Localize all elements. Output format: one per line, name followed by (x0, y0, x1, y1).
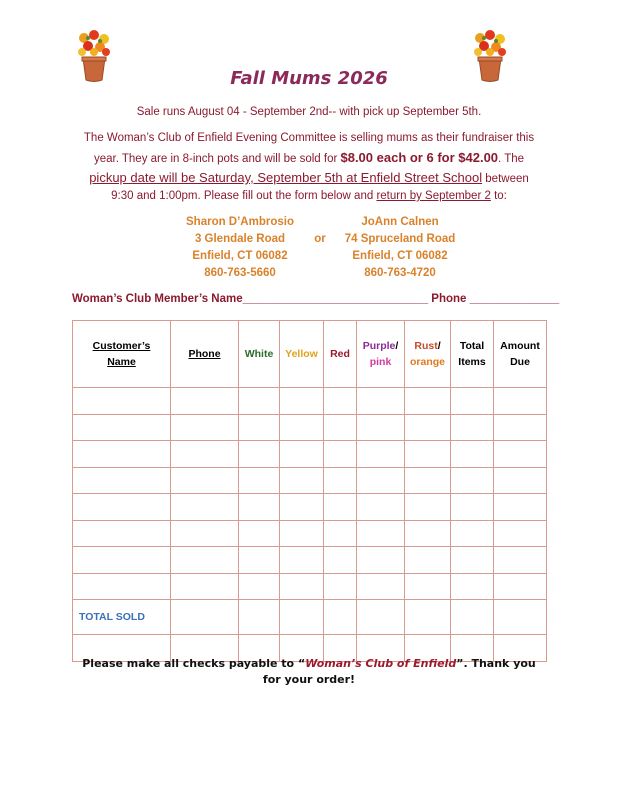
table-cell[interactable] (494, 600, 547, 635)
col-amount-due: Amount Due (494, 321, 547, 388)
contacts-block (0, 214, 618, 286)
table-cell[interactable] (280, 547, 324, 574)
contact-name: JoAnn Calnen (361, 216, 439, 228)
contact-phone: 860-763-5660 (204, 267, 276, 279)
table-row (73, 573, 547, 600)
table-row (73, 467, 547, 494)
col-phone: Phone (171, 321, 239, 388)
table-cell[interactable] (239, 547, 280, 574)
intro-line-4 (0, 190, 618, 202)
table-cell[interactable] (324, 494, 357, 521)
intro-line-1: The Woman’s Club of Enfield Evening Committee is selling mums as their fundraiser this (83, 132, 535, 144)
pickup-text: pickup date will be Saturday, September 5th at Enfield Street School (89, 170, 483, 185)
table-cell[interactable] (357, 414, 405, 441)
table-cell[interactable] (171, 414, 239, 441)
table-cell[interactable] (324, 520, 357, 547)
intro-line-3 (0, 170, 618, 185)
table-cell[interactable] (451, 441, 494, 468)
page-title: Fall Mums 2026 (230, 68, 388, 89)
table-cell[interactable] (280, 520, 324, 547)
table-cell[interactable] (171, 494, 239, 521)
table-cell[interactable] (171, 547, 239, 574)
table-cell[interactable] (73, 467, 171, 494)
contact-phone: 860-763-4720 (364, 267, 436, 279)
table-cell[interactable] (73, 573, 171, 600)
table-cell[interactable] (357, 467, 405, 494)
table-cell[interactable] (324, 388, 357, 415)
footer-club-name: Woman’s Club of Enfield (305, 657, 457, 670)
col-total-items: Total Items (451, 321, 494, 388)
footer-note (72, 656, 546, 688)
table-cell[interactable] (324, 547, 357, 574)
member-name-field[interactable]: _____________________________ (242, 293, 429, 305)
member-name-line (72, 293, 559, 305)
table-cell[interactable] (405, 520, 451, 547)
footer-text: Please make all checks payable to “ (82, 657, 306, 670)
table-cell[interactable] (357, 600, 405, 635)
table-row (73, 388, 547, 415)
col-red: Red (324, 321, 357, 388)
table-cell[interactable] (405, 600, 451, 635)
table-cell[interactable] (239, 573, 280, 600)
contact-address: 74 Spruceland Road (344, 233, 456, 245)
price-text: $8.00 each or 6 for $42.00 (340, 150, 499, 165)
table-cell[interactable] (451, 573, 494, 600)
table-cell[interactable] (494, 388, 547, 415)
table-cell[interactable] (171, 441, 239, 468)
col-yellow: Yellow (280, 321, 324, 388)
footer-text: ”. Thank you (456, 657, 536, 670)
table-cell[interactable] (324, 600, 357, 635)
intro-text: to: (490, 190, 507, 202)
contact-city: Enfield, CT 06082 (192, 250, 288, 262)
col-white: White (239, 321, 280, 388)
table-cell[interactable] (239, 600, 280, 635)
table-cell[interactable] (280, 600, 324, 635)
table-cell[interactable] (73, 494, 171, 521)
member-name-label: Woman’s Club Member’s Name (72, 293, 243, 305)
table-row (73, 414, 547, 441)
table-row (73, 547, 547, 574)
table-cell[interactable] (324, 414, 357, 441)
table-cell[interactable] (324, 441, 357, 468)
table-cell[interactable] (357, 547, 405, 574)
table-cell[interactable] (239, 520, 280, 547)
table-cell[interactable] (171, 388, 239, 415)
table-cell[interactable] (280, 414, 324, 441)
footer-text: for your order! (262, 673, 356, 686)
table-cell[interactable] (405, 388, 451, 415)
return-deadline-text: return by September 2 (376, 190, 491, 202)
table-cell[interactable] (239, 414, 280, 441)
table-cell[interactable] (280, 441, 324, 468)
or-separator: or (314, 233, 326, 245)
table-cell[interactable] (405, 547, 451, 574)
table-cell[interactable] (405, 573, 451, 600)
table-cell[interactable] (451, 520, 494, 547)
contact-right (330, 214, 470, 282)
table-cell[interactable] (451, 600, 494, 635)
table-cell[interactable] (239, 441, 280, 468)
table-cell[interactable] (280, 467, 324, 494)
contact-name: Sharon D’Ambrosio (186, 216, 294, 228)
intro-text: between (482, 173, 529, 185)
table-cell[interactable] (73, 520, 171, 547)
table-cell[interactable] (171, 573, 239, 600)
table-cell[interactable] (73, 441, 171, 468)
table-cell[interactable] (494, 547, 547, 574)
table-cell[interactable] (171, 467, 239, 494)
table-cell[interactable] (494, 441, 547, 468)
intro-text: 9:30 and 1:00pm. Please fill out the form below and (111, 190, 377, 202)
contact-left (170, 214, 310, 282)
table-cell[interactable] (73, 547, 171, 574)
table-cell[interactable] (494, 494, 547, 521)
table-header-row (73, 321, 547, 388)
table-cell[interactable] (239, 467, 280, 494)
table-cell[interactable] (451, 494, 494, 521)
col-purple-pink: Purple/ pink (357, 321, 405, 388)
table-cell[interactable] (73, 388, 171, 415)
table-cell[interactable] (451, 388, 494, 415)
col-customer-name: Customer’s Name (73, 321, 171, 388)
table-cell[interactable] (494, 520, 547, 547)
table-cell[interactable] (357, 441, 405, 468)
table-cell[interactable] (494, 467, 547, 494)
order-table (72, 320, 547, 662)
table-row (73, 520, 547, 547)
table-cell[interactable] (451, 547, 494, 574)
table-cell[interactable] (451, 467, 494, 494)
table-cell[interactable] (280, 573, 324, 600)
table-cell[interactable] (405, 414, 451, 441)
table-cell[interactable] (239, 388, 280, 415)
table-cell[interactable] (73, 414, 171, 441)
intro-text: year. They are in 8-inch pots and will be sold for (93, 153, 341, 165)
table-cell[interactable] (280, 494, 324, 521)
sale-dates-line: Sale runs August 04 - September 2nd-- with pick up September 5th. (136, 106, 482, 118)
col-rust-orange: Rust/ orange (405, 321, 451, 388)
table-cell[interactable] (405, 441, 451, 468)
table-cell[interactable] (171, 520, 239, 547)
table-cell[interactable] (357, 494, 405, 521)
table-cell[interactable] (405, 494, 451, 521)
table-cell[interactable] (357, 573, 405, 600)
table-cell[interactable] (405, 467, 451, 494)
table-cell[interactable] (280, 388, 324, 415)
table-cell[interactable] (494, 414, 547, 441)
table-cell[interactable] (357, 520, 405, 547)
intro-line-2 (0, 150, 618, 165)
table-cell[interactable] (357, 388, 405, 415)
member-phone-field[interactable]: ______________ (469, 293, 560, 305)
intro-text: . The (498, 153, 525, 165)
table-cell[interactable] (324, 467, 357, 494)
table-cell[interactable] (239, 494, 280, 521)
contact-address: 3 Glendale Road (194, 233, 286, 245)
total-sold-row (73, 600, 547, 635)
table-row (73, 494, 547, 521)
member-phone-label: Phone (428, 293, 470, 305)
table-row (73, 441, 547, 468)
table-cell[interactable] (494, 573, 547, 600)
table-cell[interactable] (324, 573, 357, 600)
total-sold-label: TOTAL SOLD (73, 600, 171, 635)
table-cell[interactable] (171, 600, 239, 635)
table-cell[interactable] (451, 414, 494, 441)
contact-city: Enfield, CT 06082 (352, 250, 448, 262)
